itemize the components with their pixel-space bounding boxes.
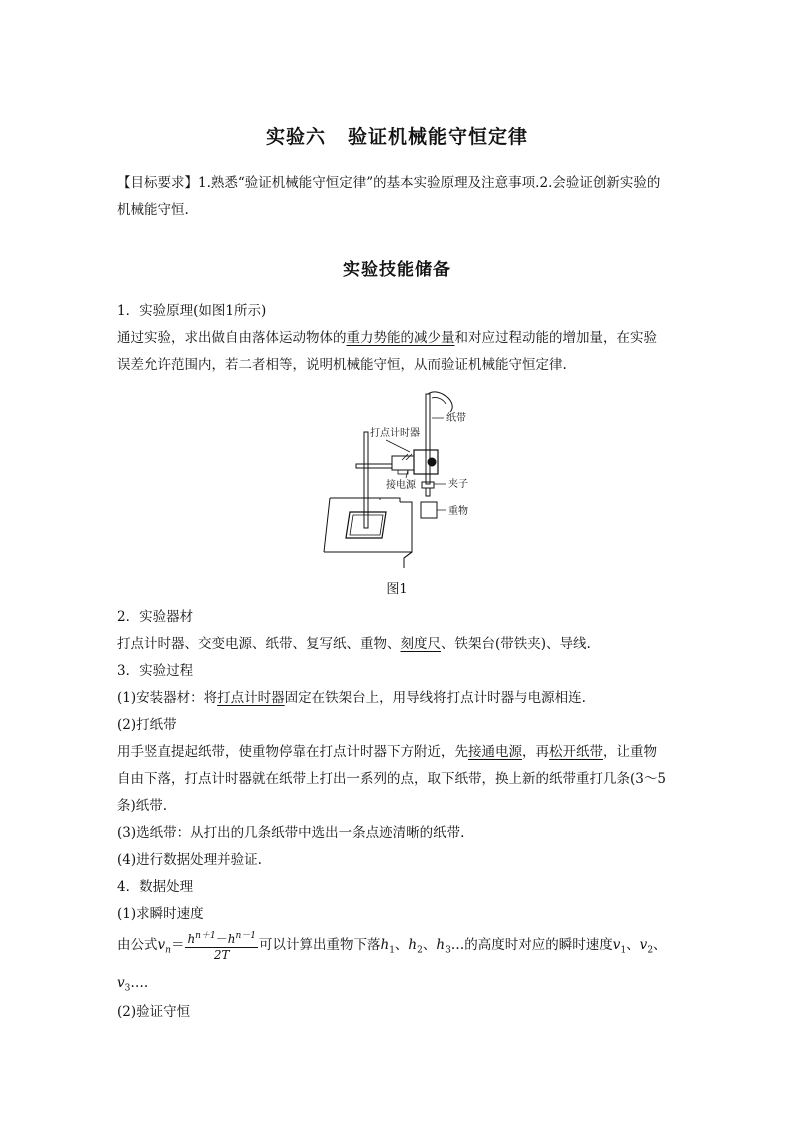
formula-line2-tail: …. [130, 975, 149, 991]
process-s1-b: 固定在铁架台上，用导线将打点计时器与电源相连. [284, 690, 586, 706]
formula-lhs-sub: n [165, 945, 171, 956]
num-minus: － [215, 931, 228, 946]
equipment-underlined: 刻度尺 [400, 636, 441, 652]
v1: v [612, 937, 621, 953]
h3: h [436, 937, 446, 953]
h2: h [408, 937, 418, 953]
label-timer: 打点计时器 [370, 428, 420, 439]
formula-suffix: 可以计算出重物下落 [258, 937, 381, 953]
process-s2-c: ，让重物 [603, 744, 657, 760]
stand-rod [364, 432, 368, 528]
goal-line1 [117, 170, 679, 197]
process-s2-a: 用手竖直提起纸带，使重物停靠在打点计时器下方附近，先 [117, 744, 468, 760]
section-title: 实验技能储备 [343, 260, 451, 280]
data-step2-heading: (2)验证守恒 [117, 1004, 191, 1020]
h1: h [380, 937, 390, 953]
formula-eq: ＝ [170, 937, 185, 953]
formula-tail: …的高度时对应的瞬时速度 [450, 937, 613, 953]
timer-body [392, 456, 414, 470]
label-weight: 重物 [448, 506, 468, 517]
clip [422, 482, 434, 488]
goal-line2: 机械能守恒. [117, 202, 189, 218]
formula-line2 [117, 970, 679, 1003]
h1-sub: 1 [389, 945, 395, 956]
v2-sub: 2 [647, 945, 654, 956]
data-heading: 4．数据处理 [117, 879, 194, 895]
formula-line: 由公式$v_n=$ $\frac{h^{n+1}-h^{n-1}}{2T}$ 可以计算出重物下落$h_1$、$h_2$、$h_3\dots$的高度时对应的瞬时速度$v_1$、$v_2$、 [117, 930, 667, 962]
v3: v [117, 975, 125, 991]
process-s2-b: ，再 [522, 744, 549, 760]
process-s1-underlined: 打点计时器 [217, 690, 285, 706]
figure-caption: 图1 [386, 582, 408, 597]
goal-text1: 1.熟悉“验证机械能守恒定律”的基本实验原理及注意事项.2.会验证创新实验的 [198, 175, 661, 191]
process-step2-line3: 条)纸带. [117, 798, 168, 814]
hand [428, 392, 452, 412]
paper-tape [426, 394, 430, 484]
equipment-text [117, 631, 679, 658]
goal-tag: 【目标要求】 [117, 175, 198, 191]
label-tape: 纸带 [446, 413, 466, 424]
table-top-left [330, 498, 400, 502]
principle-heading: 1．实验原理(如图1所示) [117, 303, 267, 319]
h2-sub: 2 [417, 945, 423, 956]
page-title [0, 122, 794, 149]
v2: v [639, 937, 648, 953]
title-part2: 验证机械能守恒定律 [348, 126, 529, 148]
process-step2-line2: 自由下落，打点计时器就在纸带上打出一系列的点，取下纸带，换上新的纸带重打几条(3～5 [117, 771, 666, 787]
num-sup2: n－1 [235, 930, 256, 941]
process-s2-underlined2: 松开纸带 [549, 744, 603, 760]
title-part1: 实验六 [265, 126, 326, 148]
equipment-heading: 2．实验器材 [117, 609, 194, 625]
num-sup1: n＋1 [195, 930, 216, 941]
process-s1-a: (1)安装器材：将 [117, 690, 218, 706]
principle-line1 [117, 325, 679, 352]
num-h1: h [187, 931, 196, 946]
v3-sub: 3 [124, 983, 131, 994]
data-step1-heading: (1)求瞬时速度 [117, 906, 204, 922]
principle-line2: 误差允许范围内，若二者相等，说明机械能守恒，从而验证机械能守恒定律. [117, 357, 567, 373]
num-h2: h [227, 931, 236, 946]
process-step2-heading: (2)打纸带 [117, 717, 177, 733]
formula-denominator: 2T [213, 947, 230, 962]
formula-prefix: 由公式 [117, 937, 158, 953]
process-step2-line1 [117, 739, 679, 766]
formula-fraction [185, 929, 258, 963]
label-power: 接电源 [386, 480, 416, 491]
equipment-text-b: 、铁架台(带铁夹)、导线. [441, 636, 591, 652]
process-s2-underlined1: 接通电源 [468, 744, 522, 760]
principle-underlined: 重力势能的减少量 [346, 330, 455, 346]
process-step1 [117, 685, 679, 712]
label-clip: 夹子 [448, 479, 468, 490]
experiment-figure [320, 390, 510, 570]
equipment-text-a: 打点计时器、交变电源、纸带、复写纸、重物、 [117, 636, 401, 652]
h3-sub: 3 [445, 945, 451, 956]
process-step4: (4)进行数据处理并验证. [117, 852, 262, 868]
principle-text-a: 通过实验，求出做自由落体运动物体的 [117, 330, 347, 346]
weight [421, 502, 437, 518]
process-heading: 3．实验过程 [117, 663, 194, 679]
principle-text-b: 和对应过程动能的增加量，在实验 [454, 330, 657, 346]
formula-numerator [185, 929, 258, 948]
v1-sub: 1 [620, 945, 627, 956]
formula-lhs: v [157, 937, 166, 953]
process-step3: (3)选纸带：从打出的几条纸带中选出一条点迹清晰的纸带. [117, 825, 465, 841]
timer-dot [428, 458, 437, 467]
